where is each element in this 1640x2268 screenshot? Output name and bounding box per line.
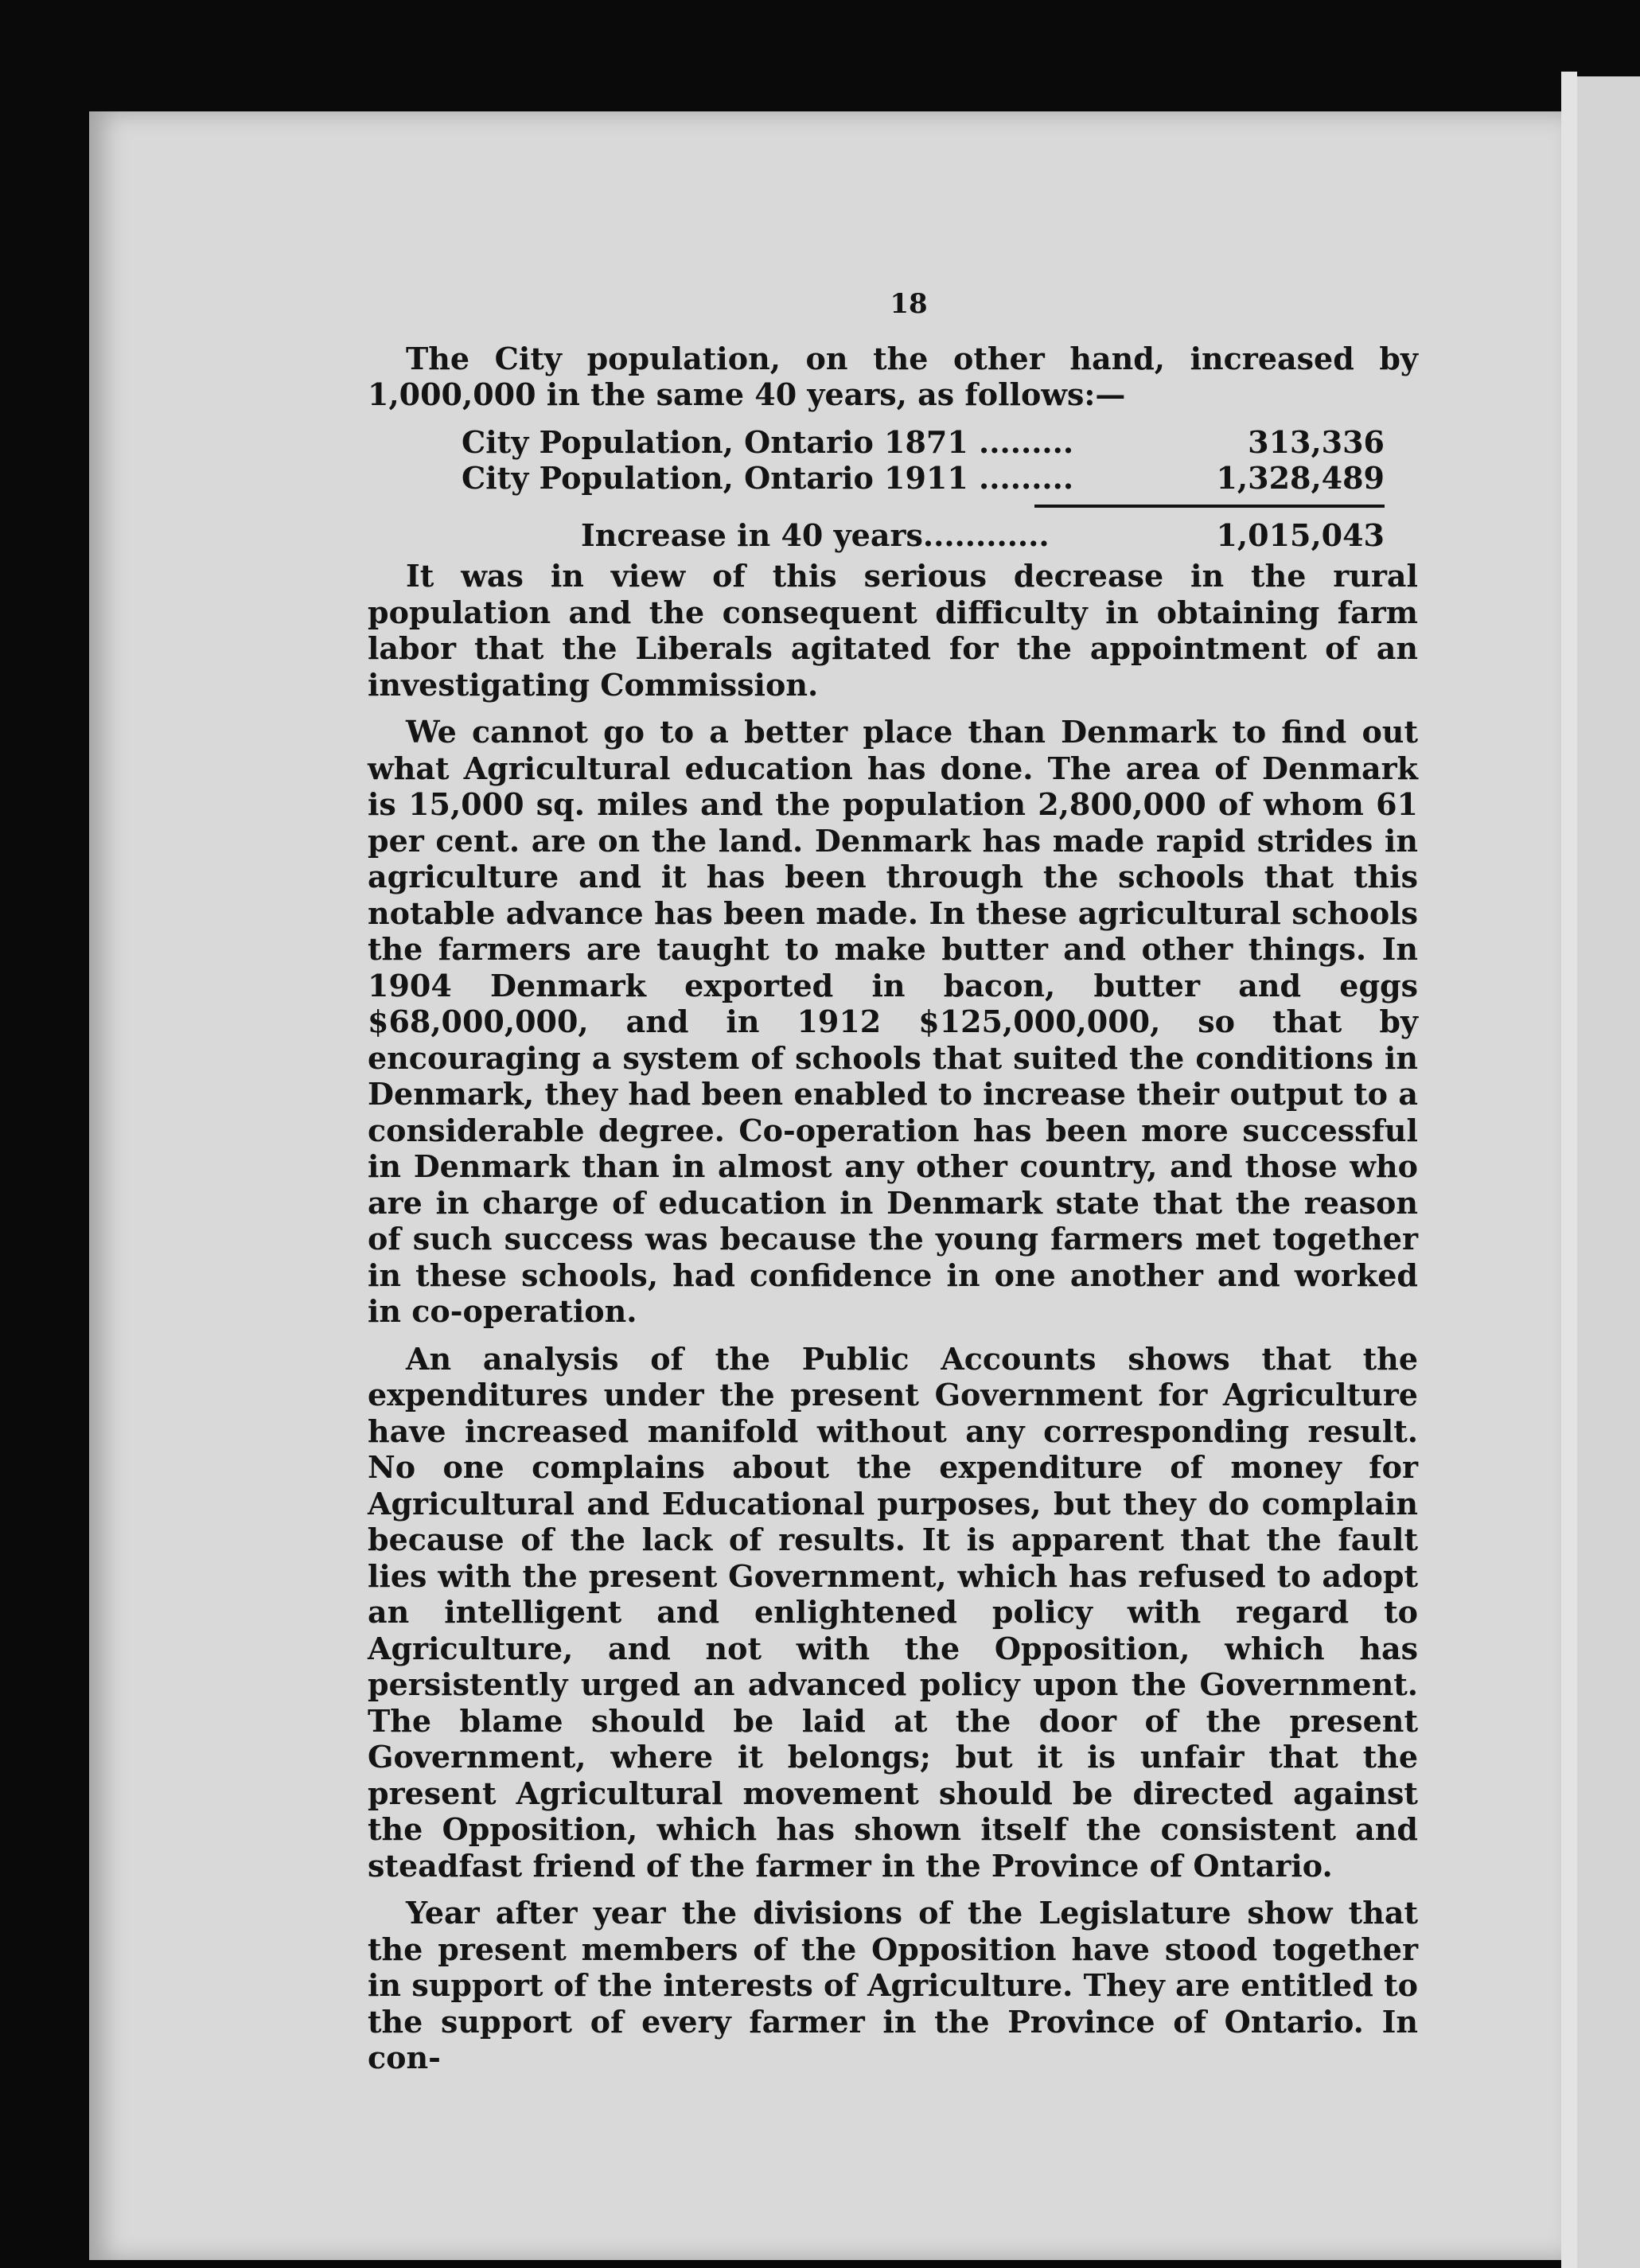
table-row (462, 460, 1385, 497)
row-value: 313,336 (1248, 423, 1385, 460)
population-table (462, 424, 1385, 554)
table-total-row (462, 517, 1385, 554)
page-number: 18 (890, 288, 928, 320)
paragraph: It was in view of this serious decrease in the rural population and the consequent difficulty in obtaining farm labor that the Liberals agitated for the appointment of an investigating Commission. (368, 558, 1418, 703)
paragraph: Year after year the divisions of the Legislature show that the present members of the Opposition have stood together in support of the interests of Agriculture. They are entitled to the support of every farmer in the Province of Ontario. In con- (368, 1895, 1418, 2075)
row-label: City Population, Ontario 1871 ......... (462, 423, 1074, 460)
total-value: 1,015,043 (1216, 516, 1385, 553)
row-label: City Population, Ontario 1911 ......... (462, 460, 1074, 496)
page-edge (1561, 72, 1577, 2268)
page-text (368, 286, 1418, 2087)
row-value: 1,328,489 (1216, 460, 1385, 496)
intro-paragraph: The City population, on the other hand, increased by 1,000,000 in the same 40 years, as follows:— (368, 340, 1418, 412)
paragraph: An analysis of the Public Accounts shows that the expenditures under the present Government for Agriculture have increased manifold without any corresponding result. No one complains about the expenditure of money for Agricultural and Educational purposes, but they do complain because of the lack of results. It is apparent that the fault lies with the present Government, which has refused to adopt an intelligent and enlightened policy with regard to Agriculture, and not with the Opposition, which has persistently urged an advanced policy upon the Government. The blame should be laid at the door of the present Government, where it belongs; but it is unfair that the present Agricultural movement should be directed against the Opposition, which has shown itself the consistent and steadfast friend of the farmer in the Province of Ontario. (368, 1340, 1418, 1884)
total-label: Increase in 40 years............ (581, 516, 1050, 553)
paragraph: We cannot go to a better place than Denmark to find out what Agricultural education has done. The area of Denmark is 15,000 sq. miles and the population 2,800,000 of whom 61 per cent. are on the land. Denmark has made rapid strides in agriculture and it has been through the schools that this notable advance has been made. In these agricultural schools the farmers are taught to make butter and other things. In 1904 Denmark exported in bacon, butter and eggs $68,000,000, and in 1912 $125,000,000, so that by encouraging a system of schools that suited the conditions in Denmark, they had been enabled to increase their output to a considerable degree. Co-operation has been more successful in Denmark than in almost any other country, and those who are in charge of education in Denmark state that the reason of such success was because the young farmers met together in these schools, had confidence in one another and worked in co-operation. (368, 714, 1418, 1329)
table-row (462, 424, 1385, 461)
sum-rule (1034, 505, 1385, 508)
adjacent-page-edge (1577, 76, 1640, 2268)
